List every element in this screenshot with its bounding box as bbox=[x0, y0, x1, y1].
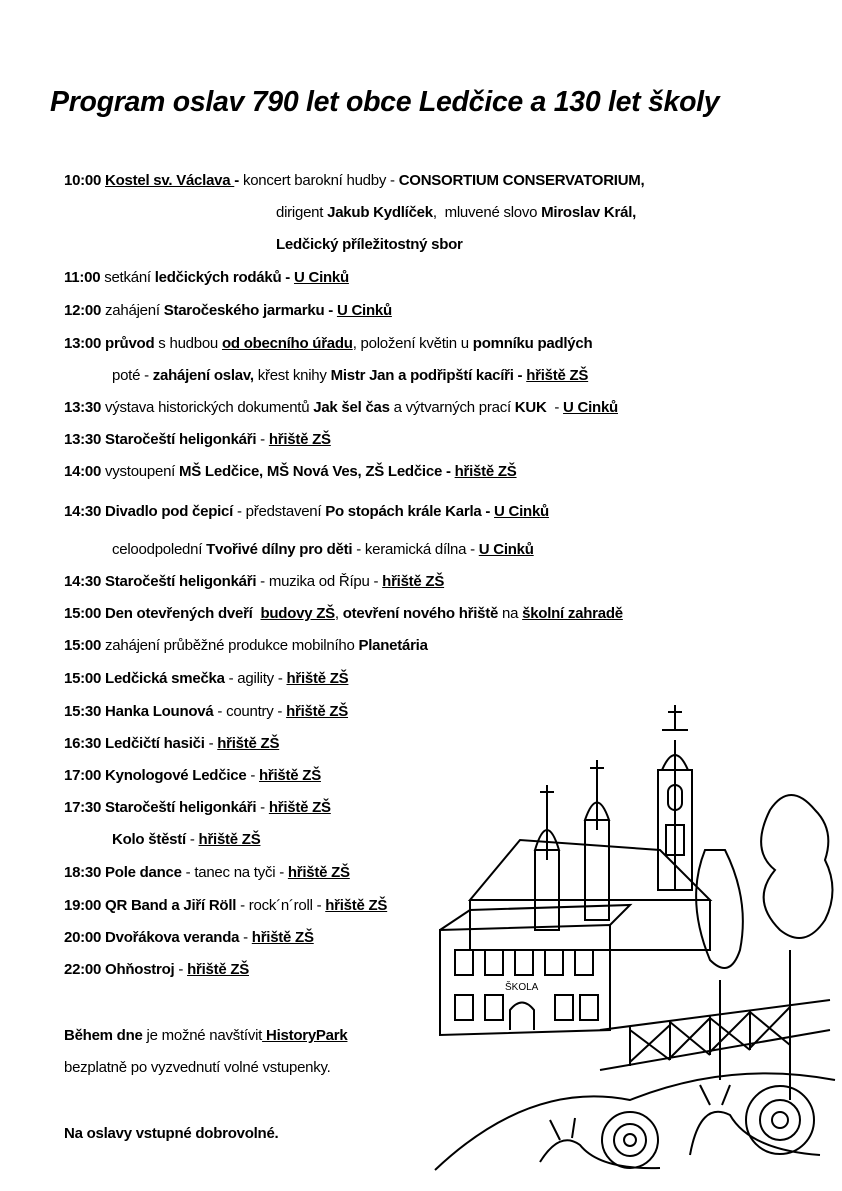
program-text: výstava historických dokumentů bbox=[105, 399, 314, 416]
program-text: - keramická dílna - bbox=[352, 541, 479, 558]
program-text: vystoupení bbox=[105, 463, 180, 480]
program-text: 14:30 bbox=[64, 503, 106, 520]
venue-link: hřiště ZŠ bbox=[286, 670, 349, 687]
program-text: Ledčický příležitostný sbor bbox=[276, 236, 463, 253]
program-text: 11:00 bbox=[64, 269, 105, 286]
program-line bbox=[64, 1027, 347, 1045]
program-text: KUK bbox=[514, 399, 547, 416]
program-line bbox=[112, 367, 588, 385]
program-text: 15:30 bbox=[64, 703, 106, 720]
venue-link: U Cinků bbox=[563, 399, 618, 416]
program-line bbox=[64, 399, 618, 417]
program-text: Staročeští heligonkáři bbox=[105, 431, 257, 448]
page-title: Program oslav 790 let obce Ledčice a 130 let školy bbox=[50, 86, 720, 118]
program-text: Pole dance bbox=[105, 864, 182, 881]
venue-link: HistoryPark bbox=[262, 1027, 348, 1044]
program-line bbox=[64, 799, 331, 817]
program-text: průvod bbox=[105, 335, 155, 352]
program-text: poté - bbox=[112, 367, 153, 384]
program-text: - bbox=[174, 961, 188, 978]
program-line bbox=[64, 703, 348, 721]
venue-link: hřiště ZŠ bbox=[268, 799, 331, 816]
venue-link: hřiště ZŠ bbox=[198, 831, 261, 848]
venue-link: hřiště ZŠ bbox=[287, 864, 350, 881]
program-line bbox=[64, 431, 331, 449]
program-line bbox=[64, 864, 350, 882]
program-text: dirigent bbox=[276, 204, 328, 221]
program-line bbox=[64, 897, 387, 915]
program-line bbox=[64, 573, 444, 591]
venue-link: Kostel sv. Václava bbox=[105, 172, 235, 189]
program-text: s hudbou bbox=[154, 335, 222, 352]
program-text: , položení květin u bbox=[352, 335, 473, 352]
program-text: na bbox=[498, 605, 523, 622]
program-text: 12:00 bbox=[64, 302, 106, 319]
program-line bbox=[276, 204, 636, 222]
program-text: Ledčická smečka bbox=[105, 670, 225, 687]
program-text: Den otevřených dveří bbox=[105, 605, 261, 622]
venue-link: hřiště ZŠ bbox=[268, 431, 331, 448]
venue-link: hřiště ZŠ bbox=[286, 703, 349, 720]
program-text: Kolo štěstí bbox=[112, 831, 186, 848]
program-text: - bbox=[185, 831, 199, 848]
program-text: Staročeského jarmarku - bbox=[163, 302, 337, 319]
program-line bbox=[64, 1059, 331, 1077]
venue-link: hřiště ZŠ bbox=[454, 463, 517, 480]
program-text: 16:30 bbox=[64, 735, 106, 752]
venue-link: školní zahradě bbox=[522, 605, 623, 622]
venue-link: U Cinků bbox=[336, 302, 392, 319]
program-text: Po stopách krále Karla - bbox=[325, 503, 495, 520]
program-text: setkání bbox=[104, 269, 155, 286]
program-text: pomníku padlých bbox=[472, 335, 593, 352]
program-text: 15:00 bbox=[64, 670, 106, 687]
program-line bbox=[64, 605, 623, 623]
program-text: 13:00 bbox=[64, 335, 106, 352]
venue-link: hřiště ZŠ bbox=[259, 767, 321, 784]
program-text: 20:00 bbox=[64, 929, 106, 946]
program-text: 19:00 bbox=[64, 897, 106, 914]
program-line bbox=[64, 637, 428, 655]
program-text: 18:30 bbox=[64, 864, 106, 881]
program-text: křest knihy bbox=[253, 367, 331, 384]
program-text: Planetária bbox=[358, 637, 428, 654]
program-text: Mistr Jan a podřipští kacíři - bbox=[330, 367, 527, 384]
program-text: otevření nového hřiště bbox=[342, 605, 499, 622]
program-text: - bbox=[234, 172, 243, 189]
program-line bbox=[64, 302, 392, 320]
program-text: Ohňostroj bbox=[105, 961, 175, 978]
program-text: MŠ Ledčice, MŠ Nová Ves, ZŠ Ledčice - bbox=[179, 463, 455, 480]
program-line bbox=[64, 269, 349, 287]
program-text: CONSORTIUM CONSERVATORIUM, bbox=[398, 172, 645, 189]
program-text: je možné navštívit bbox=[142, 1027, 263, 1044]
program-line bbox=[64, 335, 592, 353]
program-text: zahájení oslav, bbox=[152, 367, 254, 384]
program-line bbox=[64, 767, 321, 785]
venue-link: U Cinků bbox=[494, 503, 549, 520]
program-text: Divadlo pod čepicí bbox=[105, 503, 234, 520]
program-text: - tanec na tyči - bbox=[181, 864, 288, 881]
program-text: zahájení průběžné produkce mobilního bbox=[105, 637, 359, 654]
program-text: , mluvené slovo bbox=[432, 204, 542, 221]
program-text: Hanka Lounová bbox=[105, 703, 214, 720]
program-line bbox=[64, 172, 644, 190]
venue-link: hřiště ZŠ bbox=[325, 897, 388, 914]
venue-link: budovy ZŠ bbox=[260, 605, 335, 622]
venue-link: hřiště ZŠ bbox=[526, 367, 589, 384]
program-text: - country - bbox=[213, 703, 287, 720]
program-text: Jakub Kydlíček bbox=[327, 204, 433, 221]
program-line bbox=[276, 236, 463, 254]
program-text: Staročeští heligonkáři bbox=[105, 799, 257, 816]
venue-link: od obecního úřadu bbox=[221, 335, 353, 352]
program-text: 17:00 bbox=[64, 767, 106, 784]
program-text: ledčických rodáků - bbox=[154, 269, 294, 286]
venue-link: U Cinků bbox=[293, 269, 349, 286]
program-line bbox=[64, 670, 348, 688]
venue-link: hřiště ZŠ bbox=[251, 929, 314, 946]
program-text: celoodpolední bbox=[112, 541, 207, 558]
program-text: - bbox=[246, 767, 260, 784]
program-text: Miroslav Král, bbox=[541, 204, 637, 221]
program-text: 14:30 bbox=[64, 573, 106, 590]
venue-link: hřiště ZŠ bbox=[217, 735, 280, 752]
village-illustration bbox=[430, 700, 840, 1180]
program-text: zahájení bbox=[105, 302, 164, 319]
program-text: bezplatně po vyzvednutí volné vstupenky. bbox=[64, 1059, 331, 1076]
program-text: - bbox=[546, 399, 564, 416]
program-text: 15:00 bbox=[64, 637, 106, 654]
program-text: a výtvarných prací bbox=[389, 399, 515, 416]
program-text: QR Band a Jiří Röll bbox=[105, 897, 237, 914]
program-text: - bbox=[256, 799, 269, 816]
program-line bbox=[64, 735, 279, 753]
program-text: 13:30 bbox=[64, 431, 106, 448]
program-text: - bbox=[204, 735, 218, 752]
program-text: 13:30 bbox=[64, 399, 106, 416]
program-line bbox=[112, 541, 534, 559]
program-text: 17:30 bbox=[64, 799, 106, 816]
venue-link: U Cinků bbox=[478, 541, 534, 558]
program-text: 15:00 bbox=[64, 605, 106, 622]
program-text: 14:00 bbox=[64, 463, 106, 480]
program-line bbox=[64, 463, 517, 481]
program-text: - bbox=[256, 431, 269, 448]
program-line bbox=[64, 961, 249, 979]
program-text: - muzika od Řípu - bbox=[256, 573, 383, 590]
program-line bbox=[112, 831, 260, 849]
program-text: Na oslavy vstupné dobrovolné. bbox=[64, 1125, 279, 1142]
program-text: - představení bbox=[233, 503, 326, 520]
school-sign: ŠKOLA bbox=[505, 982, 539, 993]
program-text: , bbox=[334, 605, 343, 622]
program-text: Ledčičtí hasiči bbox=[105, 735, 205, 752]
program-text: Dvořákova veranda bbox=[105, 929, 240, 946]
program-text: Během dne bbox=[64, 1027, 143, 1044]
program-text: 10:00 bbox=[64, 172, 106, 189]
program-line bbox=[64, 503, 549, 521]
program-line bbox=[64, 929, 314, 947]
program-text: Jak šel čas bbox=[313, 399, 390, 416]
program-text: - agility - bbox=[224, 670, 287, 687]
program-text: Staročeští heligonkáři bbox=[105, 573, 257, 590]
program-text: - bbox=[239, 929, 252, 946]
program-text: koncert barokní hudby - bbox=[242, 172, 399, 189]
venue-link: hřiště ZŠ bbox=[187, 961, 249, 978]
program-line bbox=[64, 1125, 278, 1143]
venue-link: hřiště ZŠ bbox=[382, 573, 445, 590]
program-text: Kynologové Ledčice bbox=[105, 767, 247, 784]
program-text: - rock´n´roll - bbox=[236, 897, 326, 914]
program-text: 22:00 bbox=[64, 961, 106, 978]
program-text: Tvořivé dílny pro děti bbox=[206, 541, 353, 558]
